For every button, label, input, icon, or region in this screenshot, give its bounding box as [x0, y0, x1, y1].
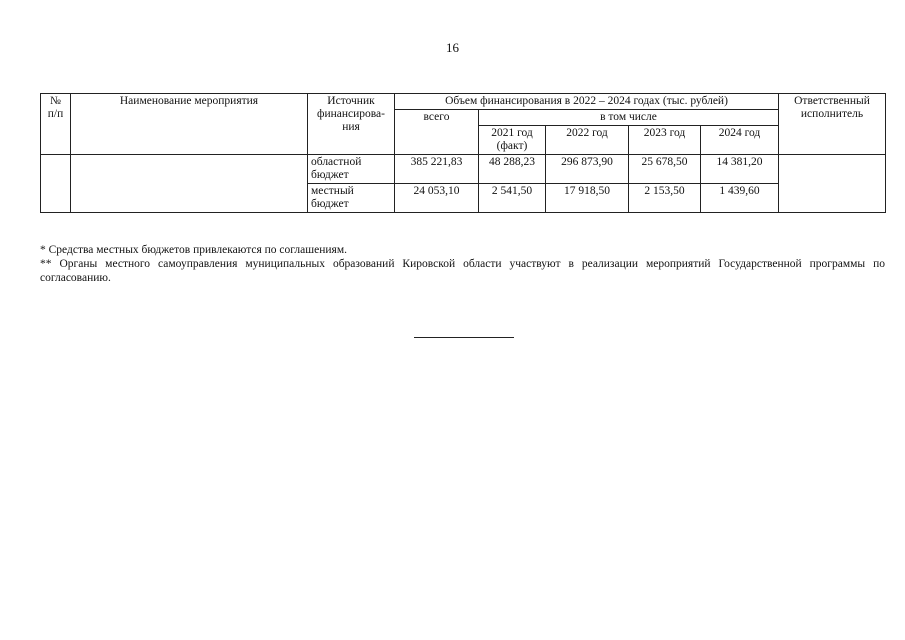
row-2022: 296 873,90: [546, 155, 629, 184]
row-2023: 25 678,50: [629, 155, 701, 184]
footnote-1: * Средства местных бюджетов привлекаются по соглашениям.: [40, 244, 347, 256]
header-num: № п/п: [41, 94, 71, 155]
footnotes: [40, 243, 885, 285]
header-name: Наименование мероприятия: [71, 94, 308, 155]
row-name-cell: [71, 155, 308, 213]
row-total: 24 053,10: [395, 184, 479, 213]
row-2024: 1 439,60: [701, 184, 779, 213]
header-volume: Объем финансирования в 2022 – 2024 годах (тыс. рублей): [395, 94, 779, 110]
row-2022: 17 918,50: [546, 184, 629, 213]
footnote-2: ** Органы местного самоуправления муниципальных образований Кировской области участвуют в реализации мероприятий Государственной программы по согласованию.: [40, 258, 885, 284]
header-row-1: [41, 94, 886, 110]
header-year-2022: 2022 год: [546, 126, 629, 155]
row-responsible-cell: [779, 155, 886, 213]
header-including: в том числе: [479, 110, 779, 126]
row-2023: 2 153,50: [629, 184, 701, 213]
row-2024: 14 381,20: [701, 155, 779, 184]
header-year-2024: 2024 год: [701, 126, 779, 155]
header-total: всего: [395, 110, 479, 155]
header-source: Источник финансирова-ния: [308, 94, 395, 155]
row-2021: 2 541,50: [479, 184, 546, 213]
row-source: местный бюджет: [308, 184, 395, 213]
table-row: [41, 155, 886, 184]
row-total: 385 221,83: [395, 155, 479, 184]
header-responsible: Ответственный исполнитель: [779, 94, 886, 155]
closing-rule: [414, 337, 514, 338]
row-source: областной бюджет: [308, 155, 395, 184]
page-number: 16: [446, 40, 459, 55]
row-num-cell: [41, 155, 71, 213]
header-year-2023: 2023 год: [629, 126, 701, 155]
header-year-2021: 2021 год (факт): [479, 126, 546, 155]
row-2021: 48 288,23: [479, 155, 546, 184]
financing-table: [40, 93, 886, 213]
